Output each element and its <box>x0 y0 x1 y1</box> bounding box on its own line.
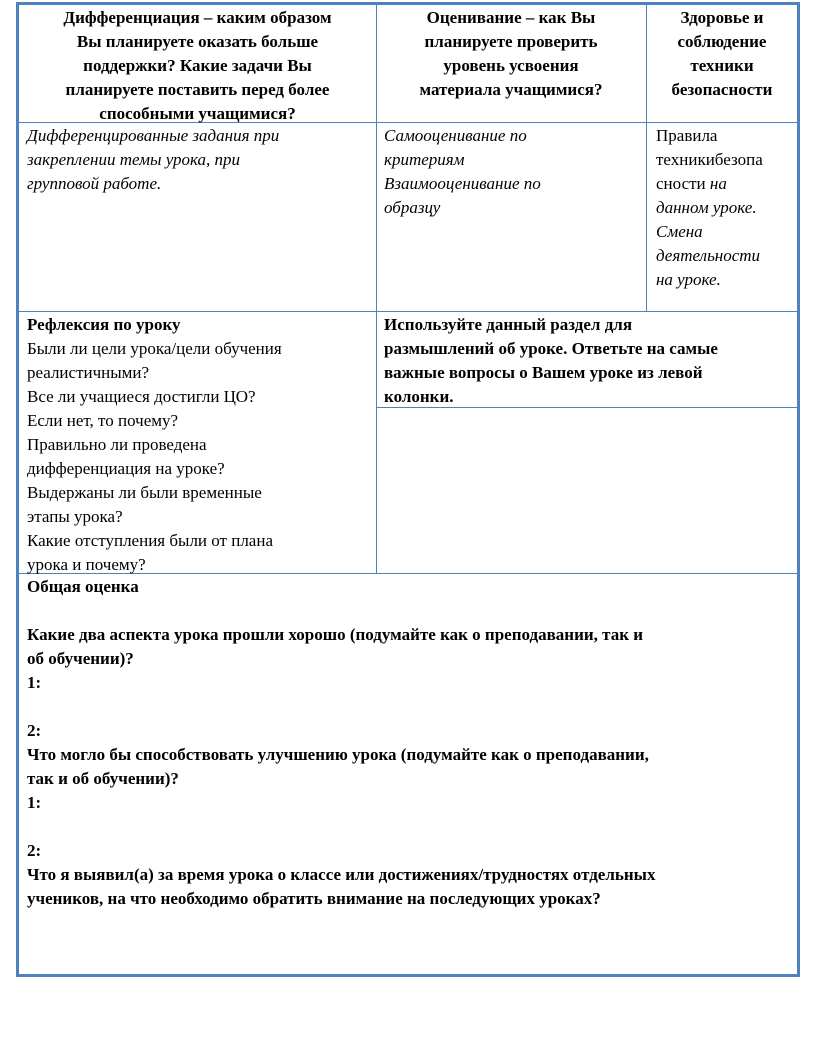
text-line: групповой работе. <box>27 174 162 193</box>
reflection-title: Рефлексия по уроку <box>27 315 181 334</box>
text-line: закреплении темы урока, при <box>27 150 241 169</box>
answer-label: 1: <box>27 793 42 812</box>
text-line: Взаимооценивание по <box>384 174 541 193</box>
question-line: урока и почему? <box>27 555 146 574</box>
text-line: техникибезопа <box>656 150 763 169</box>
text-line: деятельности <box>656 246 761 265</box>
header-line: Здоровье и <box>680 8 764 27</box>
header-line: Вы планируете оказать больше <box>76 32 319 51</box>
question-line: Что могло бы способствовать улучшению урока (подумайте как о преподавании, <box>27 745 649 764</box>
question-line: Выдержаны ли были временные <box>27 483 262 502</box>
header-line: планируете проверить <box>424 32 598 51</box>
question-line: этапы урока? <box>27 507 123 526</box>
text-line: сности <box>656 174 706 193</box>
instruction-line: важные вопросы о Вашем уроке из левой <box>384 363 703 382</box>
question-line: Какие два аспекта урока прошли хорошо (подумайте как о преподавании, так и <box>27 625 644 644</box>
instruction-line: размышлений об уроке. Ответьте на самые <box>384 339 718 358</box>
header-line: безопасности <box>671 80 773 99</box>
question-line: учеников, на что необходимо обратить внимание на последующих уроках? <box>27 889 601 908</box>
header-assessment <box>377 6 645 102</box>
text-line: образцу <box>384 198 441 217</box>
header-line: техники <box>690 56 754 75</box>
header-line: поддержки? Какие задачи Вы <box>83 56 312 75</box>
summary-title: Общая оценка <box>27 577 139 596</box>
header-line: Дифференциация – каким образом <box>63 8 332 27</box>
question-line: Все ли учащиеся достигли ЦО? <box>27 387 256 406</box>
header-line: планируете поставить перед более <box>65 80 330 99</box>
reflection-questions <box>27 313 372 577</box>
question-line: Что я выявил(а) за время урока о классе или достижениях/трудностях отдельных <box>27 865 656 884</box>
question-line: реалистичными? <box>27 363 150 382</box>
text-line: Дифференцированные задания при <box>27 126 280 145</box>
safety-content <box>656 124 796 292</box>
text-line: на уроке. <box>656 270 721 289</box>
reflection-instruction <box>384 313 796 409</box>
question-line: Были ли цели урока/цели обучения <box>27 339 282 358</box>
header-differentiation <box>20 6 375 126</box>
header-line: соблюдение <box>677 32 767 51</box>
question-line: так и об обучении)? <box>27 769 179 788</box>
question-line: Какие отступления были от плана <box>27 531 273 550</box>
text-line: Правила <box>656 126 718 145</box>
assessment-content <box>384 124 642 220</box>
question-line: Правильно ли проведена <box>27 435 207 454</box>
reflection-answer-area[interactable] <box>377 408 797 573</box>
text-line: Самооценивание по <box>384 126 527 145</box>
header-line: материала учащимися? <box>419 80 603 99</box>
summary-section <box>27 575 792 911</box>
text-line: критериям <box>384 150 465 169</box>
question-line: Если нет, то почему? <box>27 411 179 430</box>
answer-label: 1: <box>27 673 42 692</box>
header-health-safety <box>647 6 797 102</box>
question-line: об обучении)? <box>27 649 134 668</box>
text-line: данном уроке. <box>656 198 757 217</box>
differentiation-content <box>27 124 372 196</box>
text-line-italic: на <box>709 174 727 193</box>
header-line: способными учащимися? <box>99 104 296 123</box>
header-line: уровень усвоения <box>443 56 579 75</box>
answer-label: 2: <box>27 721 42 740</box>
text-line: Смена <box>656 222 703 241</box>
header-line: Оценивание – как Вы <box>426 8 596 27</box>
row1-divider <box>19 311 797 312</box>
question-line: дифференциация на уроке? <box>27 459 225 478</box>
answer-label: 2: <box>27 841 42 860</box>
instruction-line: колонки. <box>384 387 454 406</box>
instruction-line: Используйте данный раздел для <box>384 315 633 334</box>
